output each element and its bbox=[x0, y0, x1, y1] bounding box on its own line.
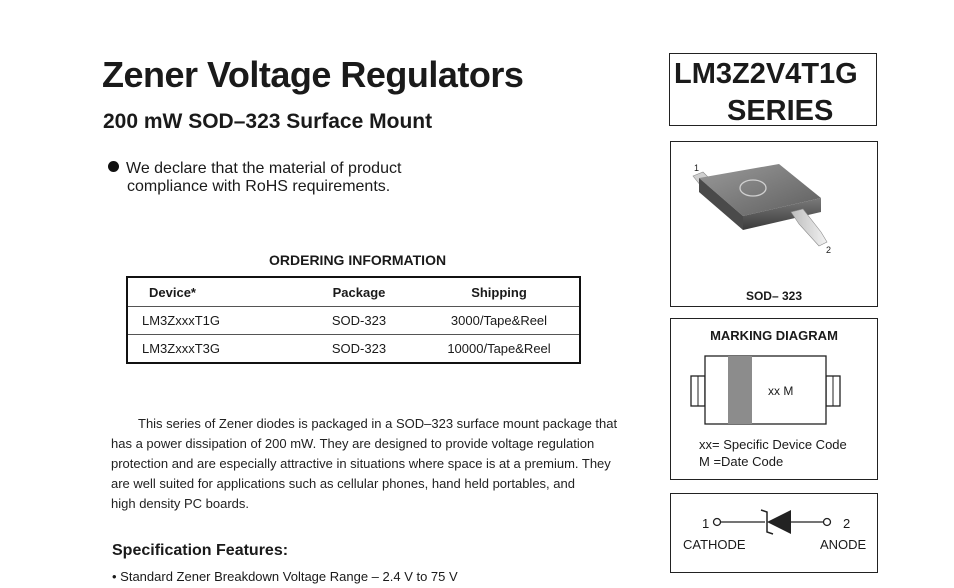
column-device: Device* bbox=[149, 284, 196, 300]
ordering-table bbox=[126, 276, 581, 364]
column-shipping: Shipping bbox=[471, 284, 527, 300]
anode-label: ANODE bbox=[820, 537, 867, 552]
diode-pin-2: 2 bbox=[843, 516, 851, 531]
marking-heading: MARKING DIAGRAM bbox=[710, 328, 838, 343]
diode-symbol-box bbox=[670, 493, 878, 573]
marking-code: xx M bbox=[768, 384, 794, 398]
cell-shipping: 10000/Tape&Reel bbox=[419, 335, 580, 364]
spec-item: • Standard Zener Breakdown Voltage Range – 2.4 V to 75 V bbox=[112, 569, 458, 584]
sod323-package-icon bbox=[671, 142, 877, 306]
description-line: This series of Zener diodes is packaged in a SOD–323 surface mount package that bbox=[138, 416, 618, 431]
table-row bbox=[127, 307, 580, 335]
marking-legend-device: xx= Specific Device Code bbox=[699, 437, 847, 452]
marking-legend-date: M =Date Code bbox=[699, 454, 784, 469]
part-series: SERIES bbox=[727, 95, 834, 127]
spec-heading: Specification Features: bbox=[112, 542, 289, 559]
cell-device: LM3ZxxxT3G bbox=[127, 335, 299, 364]
cell-shipping: 3000/Tape&Reel bbox=[419, 307, 580, 335]
ordering-title: ORDERING INFORMATION bbox=[269, 252, 447, 268]
description-line: protection and are especially attractive in situations where space is at a premium. They bbox=[111, 456, 611, 471]
description-line: has a power dissipation of 200 mW. They are designed to provide voltage regulation bbox=[111, 436, 595, 451]
table-header-row bbox=[127, 277, 580, 307]
package-box bbox=[670, 141, 878, 307]
rohs-line-2: compliance with RoHS requirements. bbox=[127, 178, 391, 195]
pin-2-label: 2 bbox=[826, 245, 832, 255]
description-line: are well suited for applications such as cellular phones, hand held portables, and bbox=[111, 476, 575, 491]
column-package: Package bbox=[332, 284, 386, 300]
diode-pin-1: 1 bbox=[702, 516, 710, 531]
cathode-label: CATHODE bbox=[683, 537, 746, 552]
marking-diagram-box bbox=[670, 318, 878, 480]
table-row bbox=[127, 335, 580, 364]
description-line: high density PC boards. bbox=[111, 496, 250, 511]
description-paragraph bbox=[111, 414, 656, 514]
part-number: LM3Z2V4T1G bbox=[674, 58, 858, 90]
rohs-line-1: We declare that the material of product bbox=[126, 160, 402, 177]
cell-package: SOD-323 bbox=[299, 307, 419, 335]
page-subtitle: 200 mW SOD–323 Surface Mount bbox=[103, 110, 433, 133]
pin-1-label: 1 bbox=[694, 163, 700, 173]
rohs-bullet bbox=[108, 160, 401, 196]
cell-package: SOD-323 bbox=[299, 335, 419, 364]
cell-device: LM3ZxxxT1G bbox=[127, 307, 299, 335]
part-number-box bbox=[669, 53, 877, 126]
package-label: SOD– 323 bbox=[745, 289, 803, 303]
bullet-dot-icon bbox=[108, 161, 119, 172]
zener-diode-symbol-icon bbox=[671, 494, 877, 572]
page-title: Zener Voltage Regulators bbox=[102, 54, 524, 95]
